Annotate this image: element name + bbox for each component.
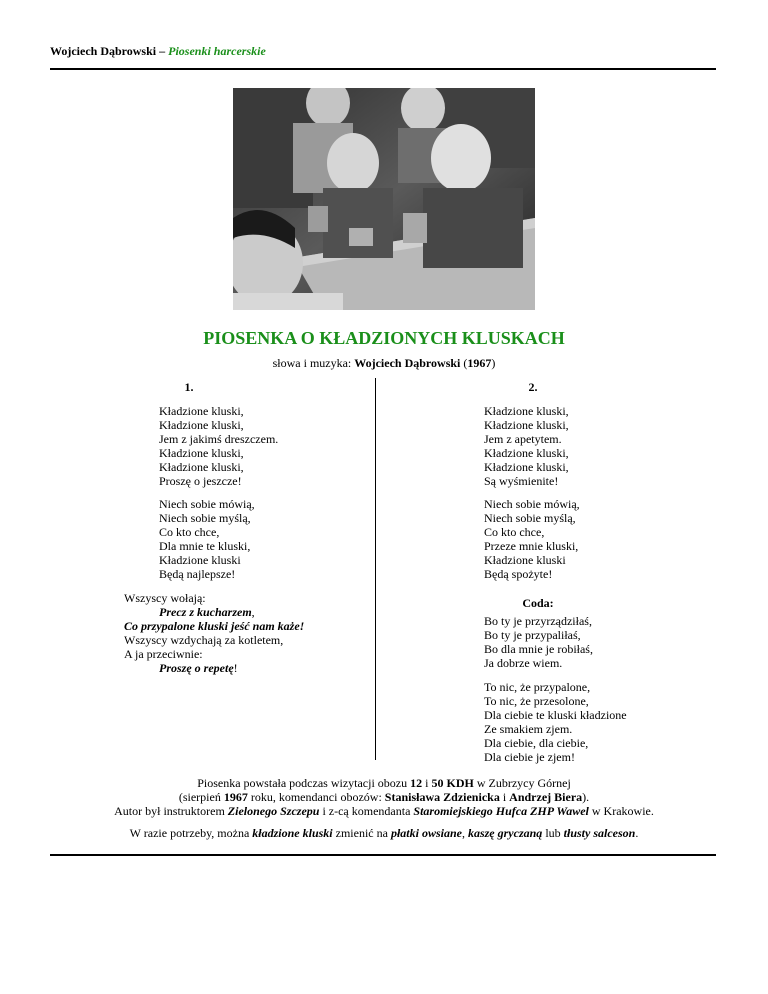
- boys-eating-photo: [233, 88, 535, 310]
- verse-1-stanza-3: [124, 591, 304, 675]
- lyric-line: Bo dla mnie je robiłaś,: [484, 642, 593, 656]
- verse-1-stanza-2: [159, 497, 255, 581]
- lyric-line: Kładzione kluski,: [159, 460, 244, 474]
- lyric-line: Dla mnie te kluski,: [159, 539, 251, 553]
- note-text: i: [499, 790, 510, 804]
- note-text: roku, komendanci obozów:: [247, 790, 385, 804]
- column-separator: [375, 378, 376, 760]
- lyric-line: Niech sobie myślą,: [159, 511, 251, 525]
- note-text: (sierpień: [178, 790, 224, 804]
- note-bold: 1967: [223, 790, 248, 804]
- note-text: zmienić na: [332, 826, 391, 840]
- lyric-line: Będą spożyte!: [484, 567, 553, 581]
- verse-1-number: 1.: [184, 380, 194, 394]
- note-text: i z-cą komendanta: [319, 804, 414, 818]
- lyric-line: Niech sobie myślą,: [484, 511, 576, 525]
- lyric-line-emphasis: Co przypalone kluski jeść nam każe!: [124, 619, 305, 633]
- note-bold-italic: kaszę gryczaną: [467, 826, 543, 840]
- song-notes: [0, 776, 768, 840]
- verse-2-number: 2.: [528, 380, 538, 394]
- note-text: w Zubrzycy Górnej: [473, 776, 571, 790]
- note-bold: 50 KDH: [431, 776, 474, 790]
- lyric-line: Kładzione kluski,: [159, 404, 244, 418]
- footer-rule: [50, 854, 716, 856]
- note-bold: Stanisława Zdzienicka: [384, 790, 500, 804]
- lyric-line: Są wyśmienite!: [484, 474, 559, 488]
- lyric-line: Kładzione kluski,: [484, 446, 569, 460]
- lyric-line: Niech sobie mówią,: [159, 497, 255, 511]
- running-header: [50, 44, 266, 59]
- lyric-line: Bo ty je przyrządziłaś,: [484, 614, 592, 628]
- byline-year-open: (: [460, 356, 468, 370]
- lyric-line: To nic, że przypalone,: [484, 680, 591, 694]
- note-bold-italic: kładzione kluski: [252, 826, 333, 840]
- lyric-line: Ze smakiem zjem.: [484, 722, 573, 736]
- note-bold-italic: tłusty salceson: [563, 826, 636, 840]
- note-bold-italic: płatki owsiane: [390, 826, 462, 840]
- lyric-line: Kładzione kluski,: [159, 446, 244, 460]
- note-substitution: [0, 826, 768, 840]
- note-text: .: [635, 826, 639, 840]
- note-bold-italic: Staromiejskiego Hufca ZHP Wawel: [413, 804, 589, 818]
- header-author: Wojciech Dąbrowski: [50, 44, 157, 58]
- lyric-line: Będą najlepsze!: [159, 567, 236, 581]
- request-text: Proszę o repetę: [159, 661, 234, 675]
- lyric-line: Jem z apetytem.: [484, 432, 562, 446]
- lyric-line: Przeze mnie kluski,: [484, 539, 579, 553]
- note-text: ,: [461, 826, 468, 840]
- coda-label: Coda:: [522, 596, 554, 610]
- lyric-line: Kładzione kluski,: [484, 418, 569, 432]
- lyric-line: A ja przeciwnie:: [124, 647, 203, 661]
- byline-prefix: słowa i muzyka:: [272, 356, 355, 370]
- header-rule: [50, 68, 716, 70]
- lyric-line: Wszyscy wzdychają za kotletem,: [124, 633, 284, 647]
- note-date: [0, 790, 768, 804]
- shout-text: Precz z kucharzem: [159, 605, 252, 619]
- lyric-line: Jem z jakimś dreszczem.: [159, 432, 279, 446]
- lyric-line: Co kto chce,: [484, 525, 545, 539]
- lyric-line: Kładzione kluski: [159, 553, 241, 567]
- lyric-line: Kładzione kluski,: [159, 418, 244, 432]
- byline-year-close: ): [491, 356, 496, 370]
- coda-stanza-2: [484, 680, 627, 764]
- photo-illustration: [233, 88, 535, 310]
- lyric-line: Ja dobrze wiem.: [484, 656, 563, 670]
- lyric-line: Dla ciebie te kluski kładzione: [484, 708, 627, 722]
- note-text: lub: [542, 826, 564, 840]
- song-title: PIOSENKA O KŁADZIONYCH KLUSKACH: [203, 328, 565, 348]
- lyric-line-shout: [124, 605, 304, 619]
- verse-2-stanza-2: [484, 497, 580, 581]
- song-byline: [0, 356, 768, 371]
- note-bold: Andrzej Biera: [509, 790, 583, 804]
- note-text: w Krakowie.: [588, 804, 654, 818]
- note-origin: [0, 776, 768, 790]
- lyric-line: Proszę o jeszcze!: [159, 474, 242, 488]
- lyric-line: To nic, że przesolone,: [484, 694, 589, 708]
- lyric-line: Kładzione kluski: [484, 553, 566, 567]
- coda-stanza-1: [484, 614, 593, 670]
- verse-1-stanza-1: [159, 404, 278, 488]
- note-text: i: [422, 776, 432, 790]
- note-bold-italic: Zielonego Szczepu: [227, 804, 320, 818]
- note-bold: 12: [410, 776, 423, 790]
- note-text: W razie potrzeby, można: [129, 826, 253, 840]
- lyric-line: Bo ty je przypaliłaś,: [484, 628, 581, 642]
- note-author: [0, 804, 768, 818]
- lyric-line: Niech sobie mówią,: [484, 497, 580, 511]
- byline-year: 1967: [467, 356, 492, 370]
- note-text: ).: [582, 790, 590, 804]
- note-text: Piosenka powstała podczas wizytacji obozu: [197, 776, 411, 790]
- shout-punct: ,: [251, 605, 255, 619]
- lyric-line: Co kto chce,: [159, 525, 220, 539]
- request-punct: !: [233, 661, 238, 675]
- lyric-line: Dla ciebie je zjem!: [484, 750, 575, 764]
- byline-author: Wojciech Dąbrowski: [354, 356, 461, 370]
- verse-2-stanza-1: [484, 404, 569, 488]
- lyric-line: Kładzione kluski,: [484, 460, 569, 474]
- lyric-line: Dla ciebie, dla ciebie,: [484, 736, 589, 750]
- lyric-line: Kładzione kluski,: [484, 404, 569, 418]
- lyric-line-request: [124, 661, 304, 675]
- lyric-line: Wszyscy wołają:: [124, 591, 206, 605]
- header-separator: –: [156, 44, 169, 58]
- header-collection: Piosenki harcerskie: [168, 44, 266, 58]
- note-text: Autor był instruktorem: [114, 804, 228, 818]
